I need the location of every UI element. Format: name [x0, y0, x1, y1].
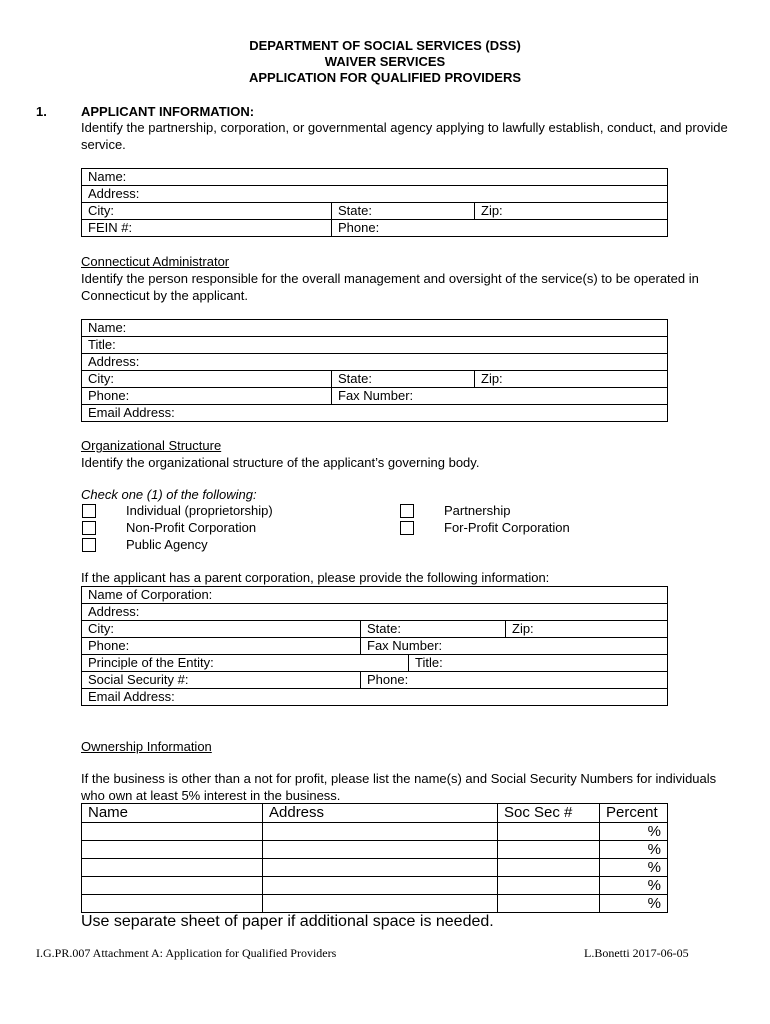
- owner-percent-cell[interactable]: %: [600, 841, 668, 859]
- owner-name-cell[interactable]: [82, 895, 263, 913]
- doc-title-line3: APPLICATION FOR QUALIFIED PROVIDERS: [248, 70, 522, 85]
- checkbox-public-agency[interactable]: [82, 538, 96, 552]
- parent-fax-field[interactable]: Fax Number:: [361, 638, 668, 655]
- ownership-heading: Ownership Information: [81, 739, 212, 754]
- owner-ssn-cell[interactable]: [498, 895, 600, 913]
- col-header-name: Name: [82, 804, 263, 823]
- owner-name-cell[interactable]: [82, 859, 263, 877]
- owner-address-cell[interactable]: [263, 859, 498, 877]
- checkbox-for-profit[interactable]: [400, 521, 414, 535]
- owner-ssn-cell[interactable]: [498, 823, 600, 841]
- owner-address-cell[interactable]: [263, 877, 498, 895]
- owner-percent-cell[interactable]: %: [600, 895, 668, 913]
- table-row: [82, 859, 668, 877]
- owner-percent-cell[interactable]: %: [600, 859, 668, 877]
- owner-name-cell[interactable]: [82, 877, 263, 895]
- admin-email-field[interactable]: Email Address:: [82, 405, 668, 422]
- col-header-address: Address: [263, 804, 498, 823]
- owner-name-cell[interactable]: [82, 823, 263, 841]
- applicant-address-field[interactable]: Address:: [82, 186, 668, 203]
- owner-ssn-cell[interactable]: [498, 841, 600, 859]
- admin-name-field[interactable]: Name:: [82, 320, 668, 337]
- parent-title-field[interactable]: Title:: [409, 655, 668, 672]
- org-structure-instruction: Identify the organizational structure of the applicant’s governing body.: [81, 455, 480, 470]
- applicant-city-field[interactable]: City:: [82, 203, 332, 220]
- parent-principle-field[interactable]: Principle of the Entity:: [82, 655, 409, 672]
- option-for-profit-label: For-Profit Corporation: [444, 520, 570, 535]
- applicant-zip-field[interactable]: Zip:: [475, 203, 668, 220]
- applicant-table: [81, 168, 668, 237]
- ownership-note: Use separate sheet of paper if additional space is needed.: [81, 913, 494, 930]
- option-individual-label: Individual (proprietorship): [126, 503, 273, 518]
- parent-zip-field[interactable]: Zip:: [506, 621, 668, 638]
- admin-title-field[interactable]: Title:: [82, 337, 668, 354]
- parent-city-field[interactable]: City:: [82, 621, 361, 638]
- footer-left: I.G.PR.007 Attachment A: Application for Qualified Providers: [36, 946, 337, 960]
- checkbox-individual[interactable]: [82, 504, 96, 518]
- section-title: APPLICANT INFORMATION:: [81, 104, 255, 119]
- option-public-agency-label: Public Agency: [126, 537, 208, 552]
- admin-state-field[interactable]: State:: [332, 371, 475, 388]
- parent-name-field[interactable]: Name of Corporation:: [82, 587, 668, 604]
- applicant-fein-field[interactable]: FEIN #:: [82, 220, 332, 237]
- doc-title-line2: WAIVER SERVICES: [324, 54, 446, 69]
- ownership-table: [81, 803, 668, 913]
- table-row: [82, 877, 668, 895]
- parent-address-field[interactable]: Address:: [82, 604, 668, 621]
- option-non-profit-label: Non-Profit Corporation: [126, 520, 257, 535]
- applicant-name-field[interactable]: Name:: [82, 169, 668, 186]
- table-row: [82, 895, 668, 913]
- parent-email-field[interactable]: Email Address:: [82, 689, 668, 706]
- owner-address-cell[interactable]: [263, 823, 498, 841]
- footer-right: L.Bonetti 2017-06-05: [584, 946, 689, 960]
- checkbox-partnership[interactable]: [400, 504, 414, 518]
- administrator-heading: Connecticut Administrator: [81, 254, 230, 269]
- parent-state-field[interactable]: State:: [361, 621, 506, 638]
- table-row: [82, 823, 668, 841]
- administrator-instruction: Identify the person responsible for the overall management and oversight of the service(s) to be operated in Connecticut by the applicant.: [81, 271, 699, 303]
- owner-ssn-cell[interactable]: [498, 877, 600, 895]
- col-header-percent: Percent: [600, 804, 668, 823]
- option-partnership-label: Partnership: [444, 503, 511, 518]
- admin-address-field[interactable]: Address:: [82, 354, 668, 371]
- applicant-phone-field[interactable]: Phone:: [332, 220, 668, 237]
- checkbox-non-profit[interactable]: [82, 521, 96, 535]
- admin-phone-field[interactable]: Phone:: [82, 388, 332, 405]
- parent-ssn-field[interactable]: Social Security #:: [82, 672, 361, 689]
- admin-city-field[interactable]: City:: [82, 371, 332, 388]
- administrator-table: [81, 319, 668, 422]
- check-prompt: Check one (1) of the following:: [81, 487, 257, 502]
- parent-table: [81, 586, 668, 706]
- org-structure-heading: Organizational Structure: [81, 438, 222, 453]
- owner-address-cell[interactable]: [263, 895, 498, 913]
- parent-phone2-field[interactable]: Phone:: [361, 672, 668, 689]
- admin-fax-field[interactable]: Fax Number:: [332, 388, 668, 405]
- owner-address-cell[interactable]: [263, 841, 498, 859]
- table-row: [82, 841, 668, 859]
- ownership-instruction: If the business is other than a not for profit, please list the name(s) and Social Security Numbers for individuals who own at least 5% interest in the business.: [81, 771, 717, 803]
- parent-instruction: If the applicant has a parent corporation, please provide the following information:: [81, 570, 550, 585]
- admin-zip-field[interactable]: Zip:: [475, 371, 668, 388]
- applicant-state-field[interactable]: State:: [332, 203, 475, 220]
- owner-ssn-cell[interactable]: [498, 859, 600, 877]
- owner-name-cell[interactable]: [82, 841, 263, 859]
- section-number: 1.: [36, 104, 47, 119]
- doc-title-line1: DEPARTMENT OF SOCIAL SERVICES (DSS): [249, 38, 521, 53]
- applicant-instruction: Identify the partnership, corporation, or governmental agency applying to lawfully establish, conduct, and provide service.: [81, 120, 728, 152]
- owner-percent-cell[interactable]: %: [600, 823, 668, 841]
- col-header-soc-sec: Soc Sec #: [498, 804, 600, 823]
- owner-percent-cell[interactable]: %: [600, 877, 668, 895]
- parent-phone-field[interactable]: Phone:: [82, 638, 361, 655]
